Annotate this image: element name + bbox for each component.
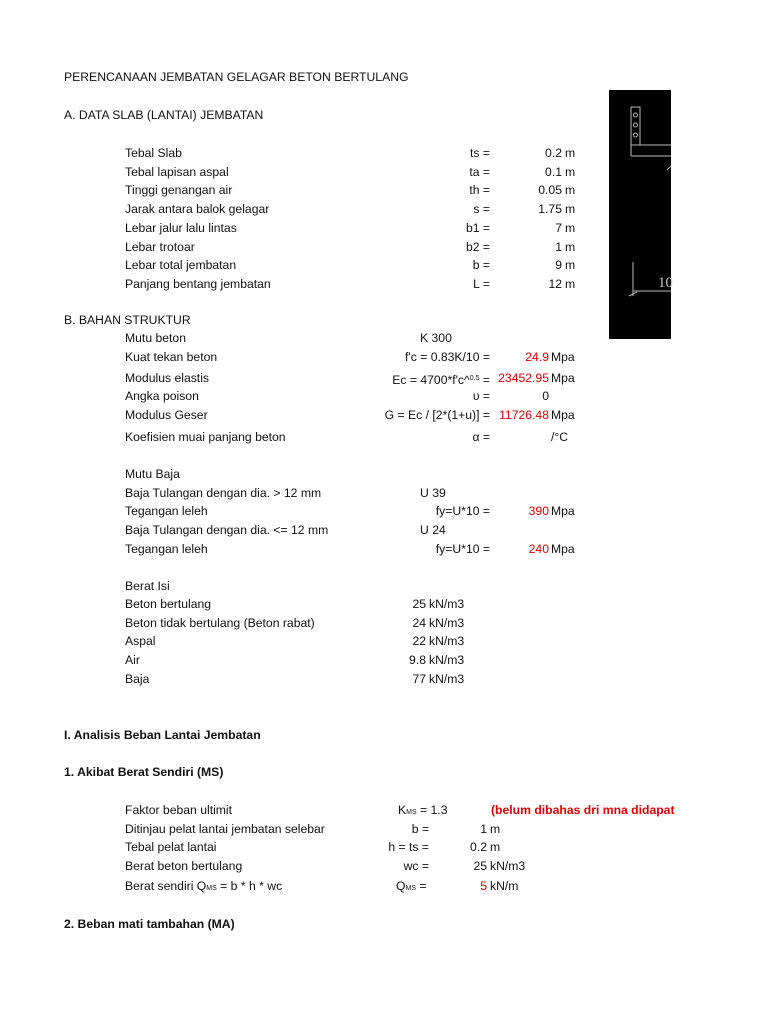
slab-row-symbol: ta = xyxy=(469,165,490,179)
berat-sendiri-label: Berat sendiri QMS = b * h * wc xyxy=(125,879,283,893)
berat-isi-label: Aspal xyxy=(125,634,156,648)
leleh2-label: Tegangan leleh xyxy=(125,542,208,556)
berat-beton-label: Berat beton bertulang xyxy=(125,859,243,873)
angka-poison-label: Angka poison xyxy=(125,389,199,403)
modulus-geser-value: 11726.48 xyxy=(499,408,549,422)
slab-row-value: 9 xyxy=(555,258,562,272)
slab-row-value: 1 xyxy=(555,240,562,254)
berat-beton-symbol: wc = xyxy=(403,859,429,873)
slab-row-value: 12 xyxy=(548,277,562,291)
koefisien-symbol: α = xyxy=(472,430,490,444)
leleh1-formula: fy=U*10 = xyxy=(435,504,490,518)
tebal-pelat-unit: m xyxy=(490,840,501,854)
berat-isi-label: Beton tidak bertulang (Beton rabat) xyxy=(125,616,315,630)
berat-isi-heading: Berat Isi xyxy=(125,579,170,593)
mutu-beton-value: K 300 xyxy=(420,331,452,345)
ditinjau-unit: m xyxy=(490,822,501,836)
analysis-heading: I. Analisis Beban Lantai Jembatan xyxy=(64,728,261,742)
ditinjau-label: Ditinjau pelat lantai jembatan selebar xyxy=(125,822,325,836)
berat-isi-unit: kN/m3 xyxy=(429,597,465,611)
koefisien-label: Koefisien muai panjang beton xyxy=(125,430,286,444)
tebal-pelat-symbol: h = ts = xyxy=(388,840,429,854)
slab-row-unit: m xyxy=(565,258,576,272)
berat-beton-unit: kN/m3 xyxy=(490,859,526,873)
mutu-baja-heading: Mutu Baja xyxy=(125,467,180,481)
slab-row-symbol: s = xyxy=(473,202,490,216)
section-a-heading: A. DATA SLAB (LANTAI) JEMBATAN xyxy=(64,108,264,122)
kuat-tekan-value: 24.9 xyxy=(525,350,549,364)
modulus-elastis-value: 23452.95 xyxy=(498,371,549,385)
slab-row-label: Tebal Slab xyxy=(125,146,182,160)
faktor-formula: KMS = 1.3 xyxy=(398,803,448,817)
berat-isi-label: Air xyxy=(125,653,140,667)
ditinjau-symbol: b = xyxy=(411,822,429,836)
kuat-tekan-label: Kuat tekan beton xyxy=(125,350,218,364)
leleh1-unit: Mpa xyxy=(551,504,575,518)
modulus-elastis-unit: Mpa xyxy=(551,371,575,385)
slab-row-value: 7 xyxy=(555,221,562,235)
slab-row-label: Panjang bentang jembatan xyxy=(125,277,271,291)
slab-row-unit: m xyxy=(565,202,576,216)
mutu-beton-label: Mutu beton xyxy=(125,331,186,345)
berat-isi-unit: kN/m3 xyxy=(429,634,465,648)
slab-row-symbol: b2 = xyxy=(465,240,490,254)
ms-heading: 1. Akibat Berat Sendiri (MS) xyxy=(64,765,224,779)
berat-isi-value: 25 xyxy=(412,597,426,611)
drawing-dimension-label: 10 xyxy=(658,275,673,291)
slab-row-unit: m xyxy=(565,146,576,160)
berat-isi-unit: kN/m3 xyxy=(429,653,465,667)
berat-isi-value: 77 xyxy=(412,672,426,686)
berat-isi-value: 24 xyxy=(412,616,426,630)
slab-row-unit: m xyxy=(565,165,576,179)
bridge-section-drawing xyxy=(609,90,671,339)
slab-row-unit: m xyxy=(565,240,576,254)
slab-row-label: Tebal lapisan aspal xyxy=(125,165,229,179)
modulus-elastis-formula: Ec = 4700*f'c^$^{0.5}$ = xyxy=(392,373,490,387)
leleh2-unit: Mpa xyxy=(551,542,575,556)
baja2-value: U 24 xyxy=(420,523,446,537)
baja1-value: U 39 xyxy=(420,486,446,500)
slab-row-symbol: b1 = xyxy=(465,221,490,235)
tebal-pelat-label: Tebal pelat lantai xyxy=(125,840,217,854)
section-b-heading: B. BAHAN STRUKTUR xyxy=(64,313,191,327)
angka-poison-value: 0 xyxy=(542,389,549,403)
koefisien-unit: /°C xyxy=(551,430,569,444)
slab-row-label: Lebar jalur lalu lintas xyxy=(125,221,237,235)
slab-row-label: Tinggi genangan air xyxy=(125,183,233,197)
ditinjau-value: 1 xyxy=(480,822,487,836)
berat-sendiri-value: 5 xyxy=(480,879,487,893)
berat-isi-value: 22 xyxy=(412,634,426,648)
faktor-label: Faktor beban ultimit xyxy=(125,803,233,817)
kuat-tekan-unit: Mpa xyxy=(551,350,575,364)
leleh2-value: 240 xyxy=(528,542,549,556)
modulus-geser-label: Modulus Geser xyxy=(125,408,208,422)
berat-isi-unit: kN/m3 xyxy=(429,672,465,686)
modulus-elastis-label: Modulus elastis xyxy=(125,371,209,385)
slab-row-symbol: ts = xyxy=(470,146,490,160)
drawing-svg xyxy=(609,90,671,339)
berat-isi-unit: kN/m3 xyxy=(429,616,465,630)
document-title: PERENCANAAN JEMBATAN GELAGAR BETON BERTULANG xyxy=(64,70,409,84)
slab-row-unit: m xyxy=(565,183,576,197)
berat-beton-value: 25 xyxy=(473,859,487,873)
tebal-pelat-value: 0.2 xyxy=(470,840,487,854)
slab-row-value: 0.2 xyxy=(545,146,562,160)
slab-row-unit: m xyxy=(565,277,576,291)
slab-row-value: 0.1 xyxy=(545,165,562,179)
ma-heading: 2. Beban mati tambahan (MA) xyxy=(64,917,235,931)
modulus-geser-unit: Mpa xyxy=(551,408,575,422)
slab-row-value: 1.75 xyxy=(538,202,562,216)
slab-row-symbol: b = xyxy=(472,258,490,272)
slab-row-label: Jarak antara balok gelagar xyxy=(125,202,270,216)
berat-sendiri-unit: kN/m xyxy=(490,879,519,893)
slab-row-label: Lebar trotoar xyxy=(125,240,195,254)
baja2-label: Baja Tulangan dengan dia. <= 12 mm xyxy=(125,523,329,537)
faktor-note: (belum dibahas dri mna didapat xyxy=(491,803,675,817)
berat-isi-label: Baja xyxy=(125,672,150,686)
baja1-label: Baja Tulangan dengan dia. > 12 mm xyxy=(125,486,322,500)
leleh1-label: Tegangan leleh xyxy=(125,504,208,518)
leleh2-formula: fy=U*10 = xyxy=(435,542,490,556)
leleh1-value: 390 xyxy=(528,504,549,518)
slab-row-symbol: th = xyxy=(469,183,490,197)
slab-row-symbol: L = xyxy=(473,277,490,291)
modulus-geser-formula: G = Ec / [2*(1+u)] = xyxy=(384,408,490,422)
berat-isi-label: Beton bertulang xyxy=(125,597,212,611)
slab-row-unit: m xyxy=(565,221,576,235)
berat-sendiri-symbol: QMS = xyxy=(396,879,427,893)
berat-isi-value: 9.8 xyxy=(409,653,426,667)
slab-row-value: 0.05 xyxy=(538,183,562,197)
angka-poison-symbol: υ = xyxy=(472,389,490,403)
slab-row-label: Lebar total jembatan xyxy=(125,258,237,272)
kuat-tekan-formula: f'c = 0.83K/10 = xyxy=(405,350,490,364)
